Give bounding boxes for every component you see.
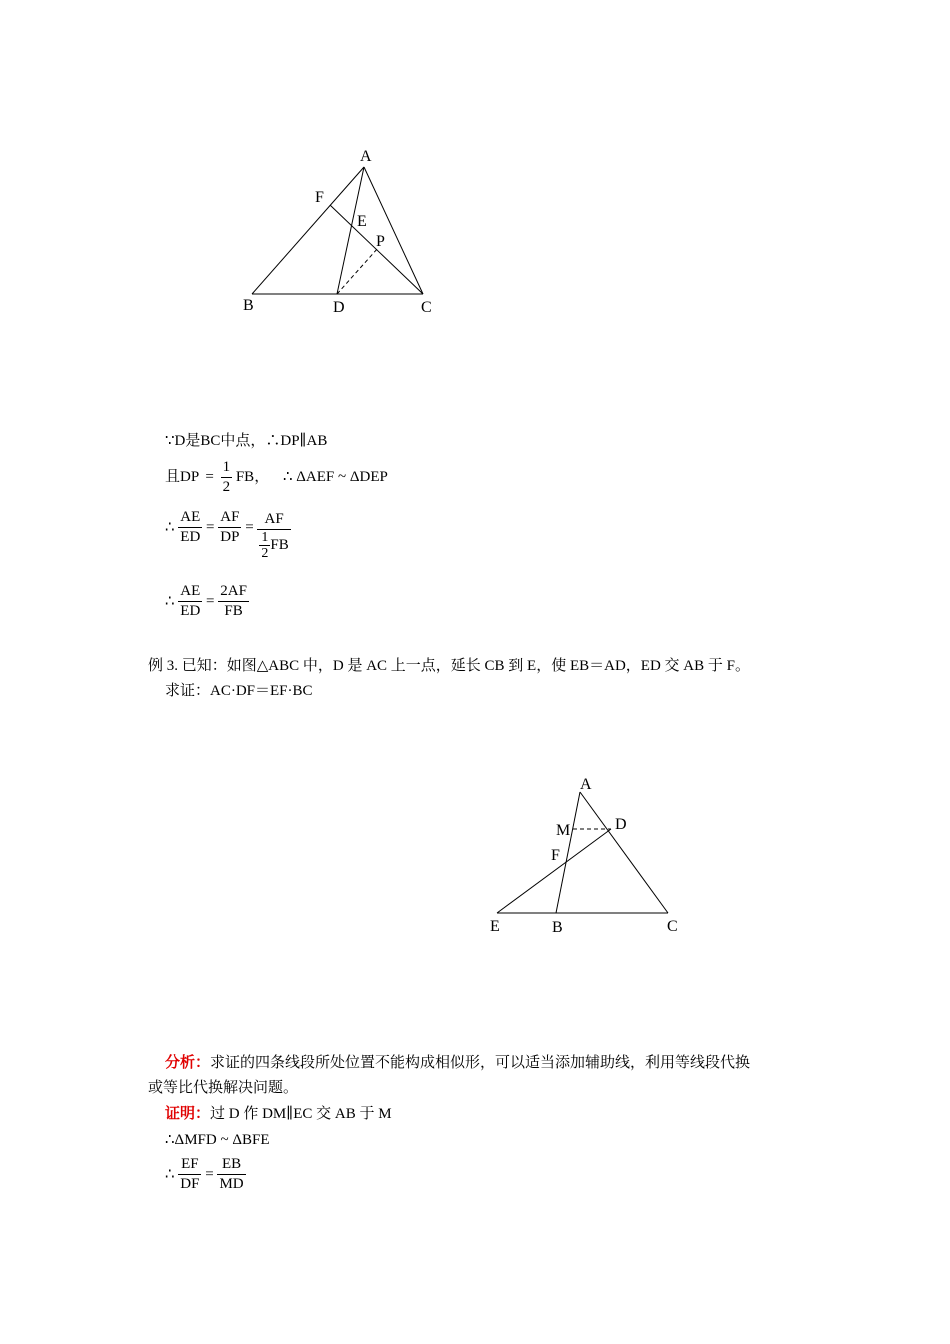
proof-line-1 [165, 1104, 392, 1124]
label-a: A [360, 148, 372, 165]
label-f: F [315, 189, 324, 206]
label-b: B [552, 919, 563, 936]
equals-sign: = [205, 1166, 214, 1183]
therefore-symbol: ∴ [165, 1132, 175, 1148]
statement-midpoint-parallel: ∵D是BC中点，∴DP∥AB [165, 433, 328, 449]
proof-similar-triangles [165, 1130, 269, 1150]
proof-text: 过 D 作 DM∥EC 交 AB 于 M [210, 1106, 392, 1122]
therefore-symbol: ∴ [165, 593, 175, 610]
therefore-symbol: ∴ [165, 519, 175, 536]
label-d: D [615, 816, 627, 833]
segment-ed [497, 829, 611, 913]
label-e: E [490, 918, 500, 935]
equals-sign: = [206, 519, 215, 536]
equals-sign: = [245, 519, 254, 536]
fraction-one-half: $\frac{1}{2}$ [222, 459, 231, 495]
analysis-text-1: 求证的四条线段所处位置不能构成相似形，可以适当添加辅助线，利用等线段代换 [210, 1055, 751, 1071]
fraction-one-half: $\frac{1}{2}$ [261, 530, 269, 561]
similar-triangles-aef-dep: ΔAEF ~ ΔDEP [296, 468, 388, 485]
similar-triangles-mfd-bfe: ΔMFD ~ ΔBFE [174, 1132, 270, 1148]
fraction-af-half-fb: AF $\frac{1}{2}$ FB [257, 510, 290, 561]
label-a: A [580, 776, 592, 793]
analysis-paragraph-line-2: 或等比代换解决问题。 [148, 1080, 299, 1096]
equals-sign: = [205, 468, 214, 485]
text-fb: FB， [235, 468, 270, 485]
label-b: B [243, 297, 254, 314]
segment-ac [580, 792, 668, 913]
label-m: M [556, 822, 571, 839]
proof-ratio-equation [165, 1155, 246, 1194]
fraction-eb-md: $\frac{EB}{MD}$ [219, 1156, 244, 1192]
label-f: F [551, 847, 560, 864]
fraction-ef-df: $\frac{EF}{DF}$ [180, 1156, 200, 1192]
figure-2-triangle-diagram [480, 765, 690, 945]
label-d: D [333, 299, 345, 316]
fraction-af-dp: $\frac{AF}{DP}$ [220, 509, 240, 545]
segment-ad [337, 167, 364, 294]
label-c: C [667, 918, 678, 935]
statement-dp-half-fb [165, 458, 388, 497]
fraction-ae-ed: $\frac{AE}{ED}$ [180, 509, 201, 545]
fraction-ae-ed: $\frac{AE}{ED}$ [180, 583, 201, 619]
label-c: C [421, 299, 432, 316]
analysis-label: 分析： [165, 1055, 211, 1071]
therefore-symbol: ∴ [282, 468, 293, 485]
example-3-problem: 例 3. 已知：如图△ABC 中，D 是 AC 上一点，延长 CB 到 E，使 EB＝AD，ED 交 AB 于 F。 [148, 658, 750, 674]
label-e: E [357, 213, 367, 230]
ratio-equation-2 [165, 582, 249, 621]
equals-sign: = [206, 593, 215, 610]
proof-label: 证明： [165, 1106, 211, 1122]
example-3-prove: 求证：AC·DF＝EF·BC [165, 683, 313, 699]
segment-dp-dashed [337, 248, 378, 294]
therefore-symbol: ∴ [165, 1166, 175, 1183]
text-dp: 且DP [165, 468, 199, 485]
fraction-2af-fb: $\frac{2AF}{FB}$ [220, 583, 247, 619]
figure-1-triangle-diagram [230, 140, 450, 320]
segment-ab [252, 167, 364, 294]
analysis-paragraph-line-1 [165, 1053, 750, 1073]
ratio-equation-1 [165, 508, 291, 561]
label-p: P [376, 233, 385, 250]
segment-ac [364, 167, 423, 294]
